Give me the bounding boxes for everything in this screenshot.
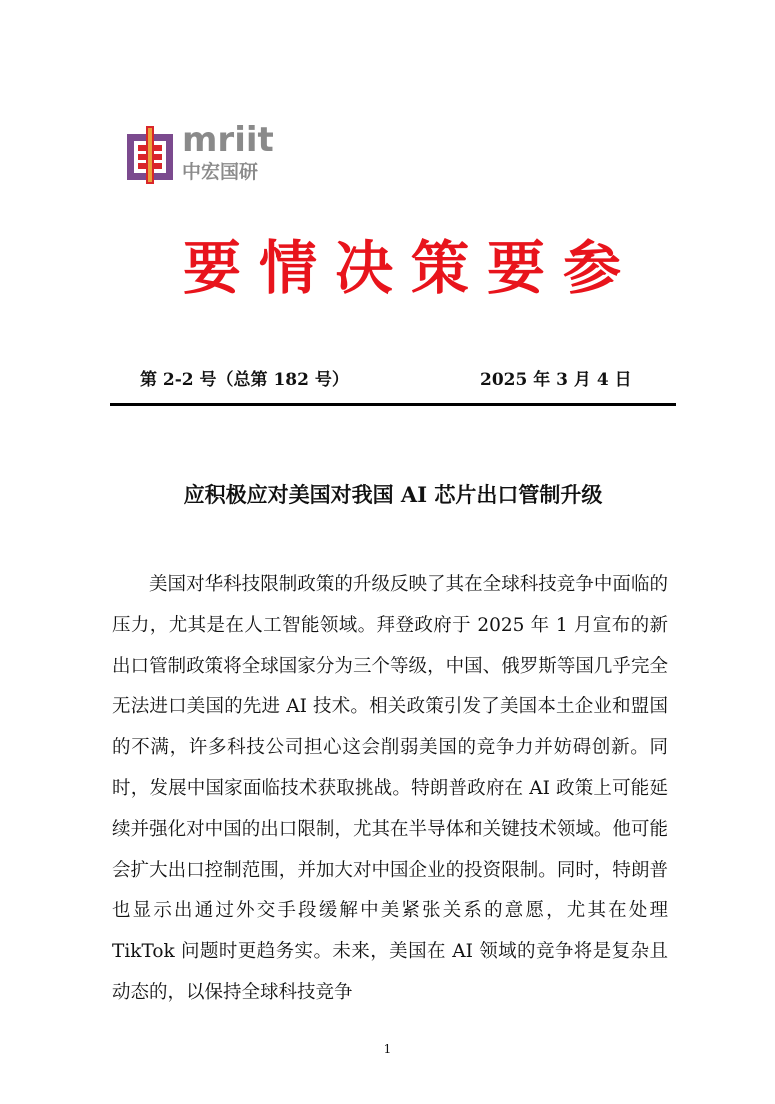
masthead-title: 要情决策要参 xyxy=(182,234,639,302)
issue-date: 2025 年 3 月 4 日 xyxy=(480,370,632,390)
header-divider xyxy=(110,403,676,406)
article-title: 应积极应对美国对我国 AI 芯片出口管制升级 xyxy=(183,482,603,507)
article-body: 美国对华科技限制政策的升级反映了其在全球科技竞争中面临的压力，尤其是在人工智能领域。拜登政府于 2025 年 1 月宣布的新出口管制政策将全球国家分为三个等级，中国、俄罗斯等国几乎完全无法进口美国的先进 AI 技术。相关政策引发了美国本土企业和盟国的不满，许多科技公司担心这会削弱美国的竞争力并妨碍创新。同时，发展中国家面临技术获取挑战。特朗普政府在 AI 政策上可能延续并强化对中国的出口限制，尤其在半导体和关键技术领域。他可能会扩大出口控制范围，并加大对中国企业的投资限制。同时，特朗普也显示出通过外交手段缓解中美紧张关系的意愿，尤其在处理 TikTok 问题时更趋务实。未来，美国在 AI 领域的竞争将是复杂且动态的，以保持全球科技竞争 xyxy=(112,574,668,1003)
logo xyxy=(127,120,277,184)
logo-wordmark: mriit xyxy=(182,120,274,160)
logo-name-cn: 中宏国研 xyxy=(182,161,259,183)
mriit-logo-icon xyxy=(127,126,173,184)
page-number: 1 xyxy=(383,1042,392,1056)
issue-number: 第 2-2 号（总第 182 号） xyxy=(140,370,349,390)
